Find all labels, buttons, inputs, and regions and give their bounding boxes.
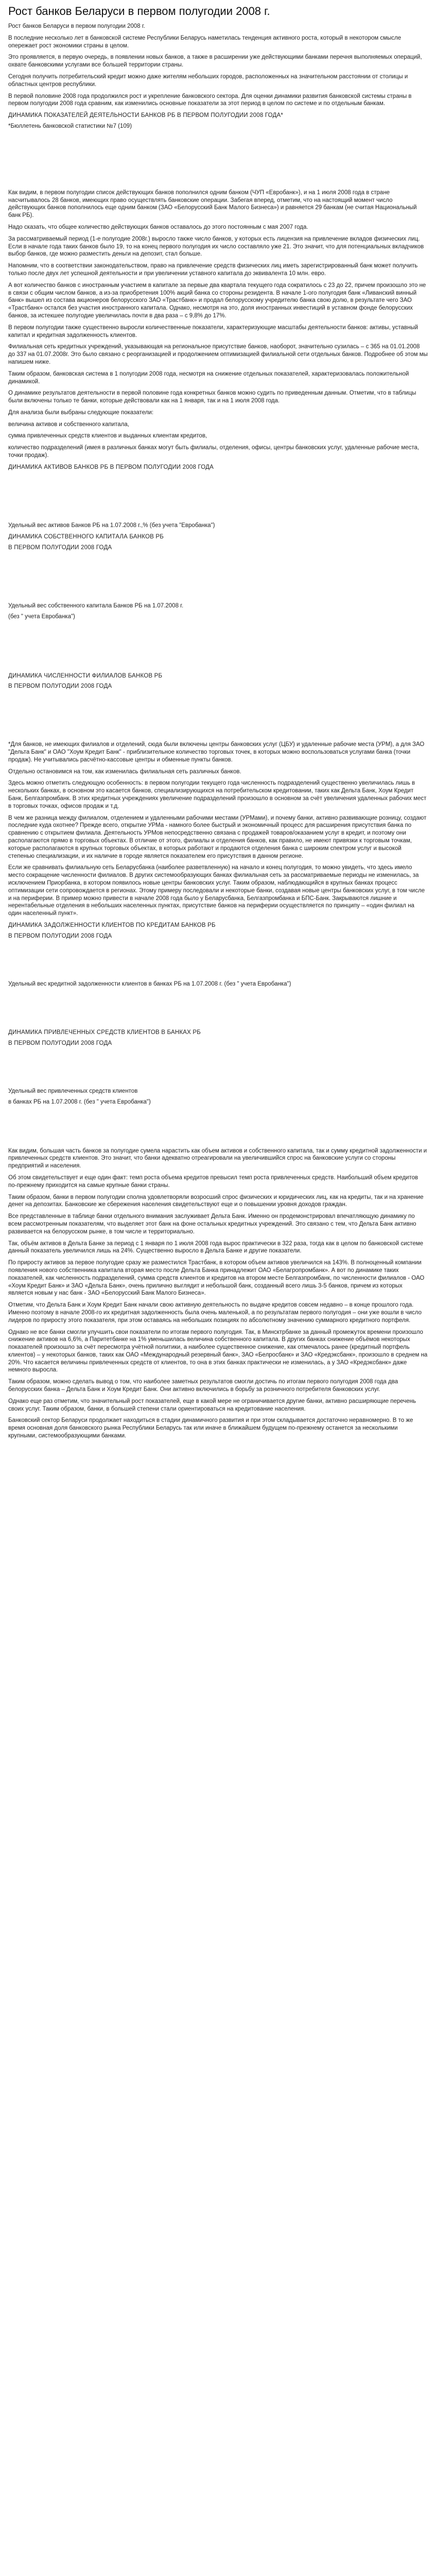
paragraph: Таким образом, можно сделать вывод о том, что наиболее заметных результатов смогли достичь по итогам первого полугодия 2008 года два белорусских банка – Дельта Банк и Хоум Кредит Банк. Они активно включились в борьбу за розничного потребителя банковских услуг.: [8, 1379, 398, 1393]
section-title-assets: ДИНАМИКА АКТИВОВ БАНКОВ РБ В ПЕРВОМ ПОЛУГОДИИ 2008 ГОДА: [8, 464, 214, 470]
missing-table-area: [8, 474, 428, 522]
chart-caption: Удельный вес привлеченных средств клиентов: [8, 1088, 138, 1094]
footnote: *Бюллетень банковской статистики №7 (109): [8, 123, 132, 129]
section-title-deposits: ДИНАМИКА ПРИВЛЕЧЕННЫХ СРЕДСТВ КЛИЕНТОВ В БАНКАХ РБ: [8, 1029, 201, 1036]
paragraph: По приросту активов за первое полугодие сразу же разместился Трастбанк, в котором объем активов увеличился на 143%. В полноценный компании появления нового собственника капитала вторая место после Дельта Банка принадлежит ОАО «Белагропромбанк». А вот по динамике таких показателей, как численность подразделений, сумма средств клиентов и кредитов на втором месте Белгазпромбанк, по численности филиалов - ОАО «Хоум Кредит Банк» и ЗАО «Дельта Банк», очень прилично выглядит и небольшой банк, созданный всего лишь 3-5 банков, причем из которых является новым у нас банк - ЗАО «Белорусский Банк Малого Бизнеса».: [8, 1260, 425, 1297]
paragraph: Как видим, большая часть банков за полугодие сумела нарастить как объем активов и собственного капитала, так и сумму кредитной задолженности и привлеченных средств клиентов. Это значит, что банки адекватно отреагировали на увеличившийся спрос на банковские услуги со стороны предприятий и населения.: [8, 1147, 427, 1170]
paragraph: Отметим, что Дельта Банк и Хоум Кредит Банк начали свою активную деятельность по выдаче кредитов совсем недавно – в конце прошлого года. Именно поэтому в начале 2008-го их кредитная задолженность была очень маленькой, а по результатам первого полугодия – они уже вошли в число лидеров по приросту этого показателя, при этом оставаясь на небольших позициях по абсолютному значению суммарного кредитного портфеля.: [8, 1302, 422, 1324]
paragraph: Здесь можно отметить следующую особенность: в первом полугодии текущего года численность подразделений существенно увеличилась лишь в нескольких банках, в основном это касается банков, специализирующихся на потребительском кредитовании, таких как Дельта Банк, Хоум Кредит Банк, Белгазпромбанк. В этих кредитных учреждениях увеличение подразделений произошло в основном за счёт увеличения удаленных рабочих мест в торговых точках, офисов продаж и т.д.: [8, 780, 427, 809]
section-title-capital: ДИНАМИКА СОБСТВЕННОГО КАПИТАЛА БАНКОВ РБ: [8, 534, 164, 540]
paragraph: Банковский сектор Беларуси продолжает находиться в стадии динамичного развития и при этом складывается достаточно неравномерно. В то же время основная доля банковского рынка Республики Беларусь так или иначе в ближайшем будущем по-прежнему останется за несколькими крупными, системообразующими банками.: [8, 1417, 413, 1439]
paragraph: О динамике результатов деятельности в первой половине года конкретных банков можно судить по приведенным данным. Отметим, что в таблицы были включены только те банки, которые действовали как на 1 января, так и на 1 июля 2008 года.: [8, 390, 416, 404]
paragraph: Для анализа были выбраны следующие показатели:: [8, 409, 154, 416]
article-title: Рост банков Беларуси в первом полугодии 2008 г.: [8, 5, 270, 18]
paragraph: Напомним, что в соответствии законодательством, право на привлечение средств физических лиц иметь зарегистрированный банк может получить только после двух лет успешной деятельности и при увеличении уставного капитала до эквивалента 10 млн. евро.: [8, 263, 418, 277]
list-item: количество подразделений (имея в различных банках могут быть филиалы, отделения, офисы, центры банковских услуг, удаленные рабочие места, точки продаж).: [8, 445, 420, 459]
chart-caption-note: (без " учета Евробанка"): [8, 613, 75, 620]
paragraph: Сегодня получить потребительский кредит можно даже жителям небольших городов, расположенных на значительном расстоянии от столицы и областных центров республики.: [8, 73, 408, 88]
chart-caption: Удельный вес собственного капитала Банков РБ на 1.07.2008 г.: [8, 603, 184, 609]
paragraph: Таким образом, банковская система в 1 полугодии 2008 года, несмотря на снижение отдельных показателей, характеризовалась положительной динамикой.: [8, 370, 409, 385]
paragraph: В последние несколько лет в банковской системе Республики Беларусь наметилась тенденция активного роста, который в некотором смысле опережает рост экономики страны в целом.: [8, 35, 402, 49]
paragraph: В первой половине 2008 года продолжился рост и укрепление банковского сектора. Для оценки динамики развития банковской системы страны в первом полугодии 2008 года сравним, как изменились основные показатели за этот период в целом по системе и по отдельным банкам.: [8, 93, 412, 107]
missing-table-area: [8, 943, 428, 980]
paragraph: Если же сравнивать филиальную сеть Беларусбанка (наиболее разветвленную) на начало и конец полугодия, то можно увидеть, что здесь имело место сокращение численности филиалов. В других системообразующих банках филиальная сеть за рассматриваемые периоды не изменилась, за исключением Приорбанка, в котором появилось новые центры банковских услуг. Таким образом, наблюдающийся в крупных банках процесс оптимизации сети сопровождается в регионах. Этому примеру последовали и некоторые банки, создавая новые центры банковских услуг, в том числе и на периферии. В пример можно привести в начале 2008 года было у Беларусбанка, Белгазпромбанка и БПС-Банк. Закрываются лишние и нерентабельные отделения в небольших населенных пунктах, присутствие банков на периферии осуществляется по принципу – «один филиал на один населенный пункт».: [8, 865, 425, 917]
paragraph: А вот количество банков с иностранным участием в капитале за первые два квартала текущего года сократилось с 23 до 22, причем произошло это не в связи с общим числом банков, а из-за приобретения 100% акций банка со стороны резидента. В начале 1-ого полугодия банк «Ливанский винный банк» вышел из состава акционеров белорусского ЗАО «Трастбанк» и продал белорусскому учредителю банка свою долю, в результате чего ЗАО «Трастбанк» остался без участия иностранного капитала. Однако, несмотря на это, доля иностранных инвестиций в уставном фонде белорусских банков, за истекшее полугодие увеличилась почти в два раза – с 9,8% до 17%.: [8, 282, 426, 319]
paragraph: В чем же разница между филиалом, отделением и удаленными рабочими местами (УРМами), и почему банки, активно развивающие розницу, создают последние куда охотнее? Прежде всего, открытие УРМа - намного более быстрый и экономичный процесс для расширения присутствия банка по сравнению с открытием филиала. Деятельность УРМов непосредственно связана с продажей товаров/оказанием услуг в кредит, и поэтому они располагаются прямо в торговых объектах. В отличие от этого, филиалы и отделения банков, как правило, не имеют привязки к торговым точкам, которые располагаются в крупных торговых объектах, в которых работают и продаются отделения банка с широким спектром услуг и высокой степенью специализации, и их наличие в городе является показателем его присутствия в данном регионе.: [8, 815, 427, 859]
chart-caption: Удельный вес кредитной задолженности клиентов в банках РБ на 1.07.2008 г. (без " учета Евробанка"): [8, 980, 291, 987]
section-subtitle: В ПЕРВОМ ПОЛУГОДИИ 2008 ГОДА: [8, 1040, 112, 1047]
paragraph: Это проявляется, в первую очередь, в появлении новых банков, а также в расширении уже действующими банками перечня выполняемых операций, охвате банковскими услугами все большей территории страны.: [8, 54, 422, 69]
section-subtitle: В ПЕРВОМ ПОЛУГОДИИ 2008 ГОДА: [8, 933, 112, 939]
section-title-branches: ДИНАМИКА ЧИСЛЕННОСТИ ФИЛИАЛОВ БАНКОВ РБ: [8, 672, 163, 679]
chart-caption-note: в банках РБ на 1.07.2008 г. (без " учета Евробанка"): [8, 1098, 151, 1105]
paragraph: Филиальная сеть кредитных учреждений, указывающая на региональное присутствие банков, наоборот, значительно сузилась – с 365 на 01.01.2008 до 337 на 01.07.2008г. Это было связано с реорганизацией и продолжением оптимизацией филиальной сети отдельных банков. Подробнее об этом мы напишем ниже.: [8, 344, 428, 365]
missing-chart-area: [8, 1110, 428, 1147]
paragraph: В первом полугодии также существенно выросли количественные показатели, характеризующие масштабы деятельности банков: активы, уставный капитал и кредитная задолженность клиентов.: [8, 324, 418, 338]
section-subtitle: В ПЕРВОМ ПОЛУГОДИИ 2008 ГОДА: [8, 683, 112, 690]
paragraph: Надо сказать, что общее количество действующих банков оставалось до этого постоянным с мая 2007 года.: [8, 224, 308, 230]
paragraph: Как видим, в первом полугодии список действующих банков пополнился одним банком (ЧУП «Евробанк»), и на 1 июля 2008 года в стране насчитывалось 28 банков, имеющих право осуществлять банковские операции. Забегая вперед, отметим, что на настоящий момент число действующих банков пополнилось еще одним банком (ЗАО «Белорусский Банк Малого Бизнеса») и равняется 29 банкам (не считая Национальный банк РБ).: [8, 189, 417, 219]
paragraph: Так, объём активов в Дельта Банке за период с 1 января по 1 июля 2008 года вырос практически в 322 раза, тогда как в целом по банковской системе данный показатель увеличился лишь на 24%. Существенно выросло в Дельта Банке и другие показатели.: [8, 1240, 424, 1255]
missing-chart-area: [8, 625, 428, 672]
paragraph: Однако не все банки смогли улучшить свои показатели по итогам первого полугодия. Так, в Минсктрбанке за данный промежуток времени произошло снижение активов на 6,6%, а Паритетбанке на 1% уменьшилась величина собственного капитала. В других банках снижение объёмов некоторых показателей произошло за счёт пересмотра учётной политики, а наиболее существенное снижение, как отмечалось ранее (кредитный портфель клиентов) – у некоторых банков, таких как ОАО «Международный резервный банк», ЗАО «Белросбанк» и ЗАО «Кредэксбанк», произошло в среднем на 20%. Что касается величины привлеченных средств от клиентов, то она в этих банках практически не изменилась, а у ЗАО «Кредэксбанк» даже немного выросла.: [8, 1329, 428, 1374]
paragraph: Однако еще раз отметим, что значительный рост показателей, еще в какой мере не ограничивается другие банки, активно расширяющие перечень своих услуг. Таким образом, банки, в большей степени стали ориентироваться на кредитование населения.: [8, 1398, 416, 1412]
paragraph: Об этом свидетельствует и еще один факт: темп роста объема кредитов превысил темп роста привлеченных средств. Наибольший объем кредитов по-прежнему приходится на самые крупные банки страны.: [8, 1174, 418, 1189]
missing-table-area: [8, 134, 428, 189]
section-title-loans: ДИНАМИКА ЗАДОЛЖЕННОСТИ КЛИЕНТОВ ПО КРЕДИТАМ БАНКОВ РБ: [8, 922, 216, 928]
paragraph: Все представленные в таблице банки отдельного внимания заслуживает Дельта Банк. Именно он продемонстрировал впечатляющую динамику по всем рассмотренным показателям, что выделяет этот банк на фоне остальных кредитных учреждений. Это связано с тем, что Дельта Банк активно развивается на белорусском рынке, в том числе и территориально.: [8, 1213, 416, 1235]
paragraph: *Для банков, не имеющих филиалов и отделений, сюда были включены центры банковских услуг (ЦБУ) и удаленные рабочие места (УРМ), а для ЗАО "Дельта Банк" и ОАО "Хоум Кредит Банк" - приблизительное количество торговых точек, в которых можно воспользоваться услугами банка (точки продаж). Не учитывались расчётно-кассовые центры и обменные пункты банков.: [8, 741, 425, 763]
paragraph: Таким образом, банки в первом полугодии сполна удовлетворяли возросший спрос физических и юридических лиц, как на кредиты, так и на хранение денег на депозитах. Банковские же сбережения населения свидетельствуют еще и о повышении уровня доходов граждан.: [8, 1194, 424, 1208]
list-item: величина активов и собственного капитала,: [8, 421, 129, 428]
section-title-indicators: ДИНАМИКА ПОКАЗАТЕЛЕЙ ДЕЯТЕЛЬНОСТИ БАНКОВ РБ В ПЕРВОМ ПОЛУГОДИИ 2008 ГОДА*: [8, 112, 284, 119]
missing-table-area: [8, 555, 428, 602]
article-lead: Рост банков Беларуси в первом полугодии 2008 г.: [8, 23, 145, 29]
missing-chart-area: [8, 992, 428, 1029]
chart-caption: Удельный вес активов Банков РБ на 1.07.2008 г.,% (без учета "Евробанка"): [8, 522, 215, 529]
paragraph: Отдельно остановимся на том, как изменилась филиальная сеть различных банков.: [8, 768, 241, 775]
paragraph: За рассматриваемый период (1-е полугодие 2008г.) выросло также число банков, у которых есть лицензия на привлечение вкладов физических лиц. Если в начале года таких банков было 19, то на конец первого полугодия их число составляло уже 21. Это значит, что для потенциальных вкладчиков выбор банков, где можно разместить деньги на депозит, стал больше.: [8, 235, 424, 258]
list-item: сумма привлеченных средств клиентов и выданных клиентам кредитов,: [8, 433, 207, 439]
missing-table-area: [8, 1050, 428, 1088]
missing-table-area: [8, 693, 428, 741]
section-subtitle: В ПЕРВОМ ПОЛУГОДИИ 2008 ГОДА: [8, 545, 112, 551]
